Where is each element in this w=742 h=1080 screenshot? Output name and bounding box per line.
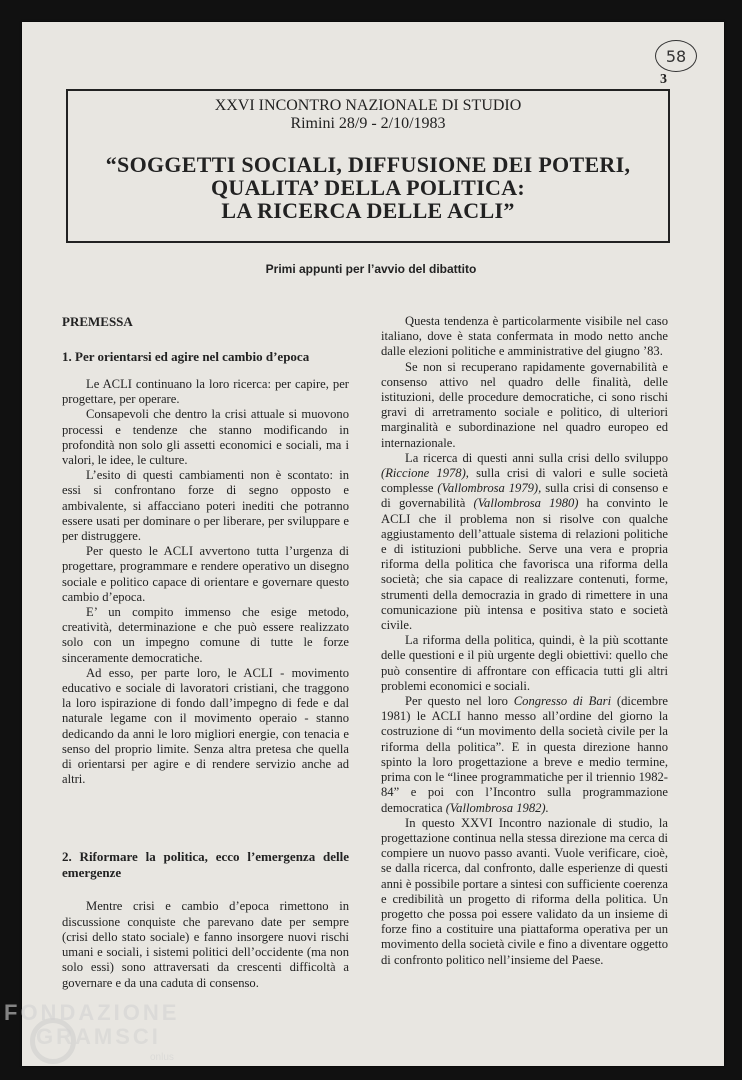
section-heading-2: 2. Riformare la politica, ecco l’emergenza delle emergenze <box>62 849 349 881</box>
paragraph: La riforma della politica, quindi, è la più scottante delle questioni e il più urgente degli obiettivi: quello che può consentire di affrontare con efficacia tutti gli altri problemi economici e sociali. <box>381 633 668 693</box>
paragraph: Mentre crisi e cambio d’epoca rimettono in discussione conquiste che parevano date per sempre (crisi dello stato sociale) e fanno insorgere nuovi rischi umani e sociali, i sistemi politici dell’occidente (ma non solo essi) sono attraversati da crescenti difficoltà a governare e da una caduta di consenso. <box>62 899 349 990</box>
citation: (Vallombrosa 1982). <box>445 800 549 815</box>
citation: Congresso di Bari <box>513 694 612 709</box>
main-title <box>68 153 668 222</box>
main-title-line-3: LA RICERCA DELLE ACLI” <box>221 198 515 223</box>
main-title-line-1: “SOGGETTI SOCIALI, DIFFUSIONE DEI POTERI, <box>105 152 631 177</box>
page-number: 3 <box>660 72 667 87</box>
event-dates: Rimini 28/9 - 2/10/1983 <box>290 115 446 132</box>
watermark-line-1: FONDAZIONE <box>4 1000 180 1025</box>
paragraph: L’esito di questi cambiamenti non è scontato: in essi si confrontano forze di segno opposto e ambivalente, si affacciano poteri inediti che potranno essere usati per dominare o per liberare, per sviluppare e per distruggere. <box>62 468 349 544</box>
main-title-line-2: QUALITA’ DELLA POLITICA: <box>210 175 526 200</box>
paragraph: Per questo nel loro Congresso di Bari (dicembre 1981) le ACLI hanno messo all’ordine del giorno la costruzione di “un movimento della società civile per la riforma della politica”. E in questa direzione hanno spinto la loro progettazione a breve e medio termine, prima con le “linee programmatiche per il triennio 1982-84” e poi con l’Incontro sulla programmazione democratica (Vallombrosa 1982). <box>381 694 668 815</box>
paragraph: E’ un compito immenso che esige metodo, creatività, determinazione e che può essere realizzato solo con un impegno comune di tutte le forze sinceramente democratiche. <box>62 605 349 665</box>
event-name: XXVI INCONTRO NAZIONALE DI STUDIO <box>214 97 522 114</box>
section-heading-1: 1. Per orientarsi ed agire nel cambio d’epoca <box>62 349 310 364</box>
citation: (Riccione 1978), <box>381 466 469 481</box>
citation: (Vallombrosa 1980) <box>473 496 579 511</box>
left-column <box>62 314 349 991</box>
paragraph: Se non si recuperano rapidamente governabilità e consenso attivo nel quadro delle finalità, delle istituzioni, delle procedure democratiche, ci sono rischi gravi di arretramento sociale e politico, di ulteriori marginalità e subordinazione nel quadro europeo ed internazionale. <box>381 359 668 450</box>
right-column <box>381 314 668 968</box>
paragraph: Consapevoli che dentro la crisi attuale si muovono processi e tendenze che stanno modificando in profondità non solo gli assetti economici e sociali, ma i valori, le idee, le culture. <box>62 407 349 468</box>
subtitle: Primi appunti per l’avvio del dibattito <box>265 262 477 276</box>
watermark-line-2: GRAMSCI <box>36 1024 161 1049</box>
handwritten-archive-number: 58 <box>655 40 697 72</box>
paragraph: Le ACLI continuano la loro ricerca: per capire, per progettare, per operare. <box>62 377 349 407</box>
section-heading-premessa: PREMESSA <box>62 314 133 329</box>
paragraph: Per questo le ACLI avvertono tutta l’urgenza di progettare, programmare e rendere operativo un disegno sociale e politico capace di orientare e governare questo cambio d’epoca. <box>62 544 349 604</box>
paragraph: Questa tendenza è particolarmente visibile nel caso italiano, dove è stata confermata in modo netto anche dalle elezioni politiche e amministrative del giugno ’83. <box>381 314 668 359</box>
watermark-line-3: onlus <box>150 1052 174 1063</box>
title-box <box>66 89 670 243</box>
paragraph: In questo XXVI Incontro nazionale di studio, la progettazione continua nella stessa direzione ma cerca di compiere un nuovo passo avanti. Vuole verificare, cioè, se dalla ricerca, dal confronto, dalle esperienze di questi anni è possibile portare a sintesi con sufficiente coerenza e credibilità un progetto di riforma della politica. Un progetto che possa poi essere validato da un insieme di forze fino a costituire una piattaforma operativa per un movimento della società civile e fino a diventare oggetto di confronto politico nell’insieme del Paese. <box>381 815 668 967</box>
paragraph: La ricerca di questi anni sulla crisi dello sviluppo (Riccione 1978), sulla crisi di valori e sulle società complesse (Vallombrosa 1979), sulla crisi di consenso e di governabilità (Vallombrosa 1980) ha convinto le ACLI che il problema non si risolve con qualche aggiustamento dell’attuale sistema di relazioni politiche e di istituzioni pubbliche. Serve una vera e propria riforma della politica che favorisca una riforma della società; che sia capace di realizzare contenuti, forme, strumenti della democrazia in grado di rimettere in una comunicazione più intensa e positiva stato e società civile. <box>381 450 668 633</box>
citation: (Vallombrosa 1979), <box>437 481 542 496</box>
paragraph: Ad esso, per parte loro, le ACLI - movimento educativo e sociale di lavoratori cristiani, che traggono la loro ispirazione di fondo dall’impegno di fede e dal naturale legame con il movimento operaio - stanno dedicando da anni le loro migliori energie, con tenacia e senso del proprio limite. Senza altra pretesa che quella di orientarsi per agire e di rendere servizio anche ad altri. <box>62 665 349 787</box>
